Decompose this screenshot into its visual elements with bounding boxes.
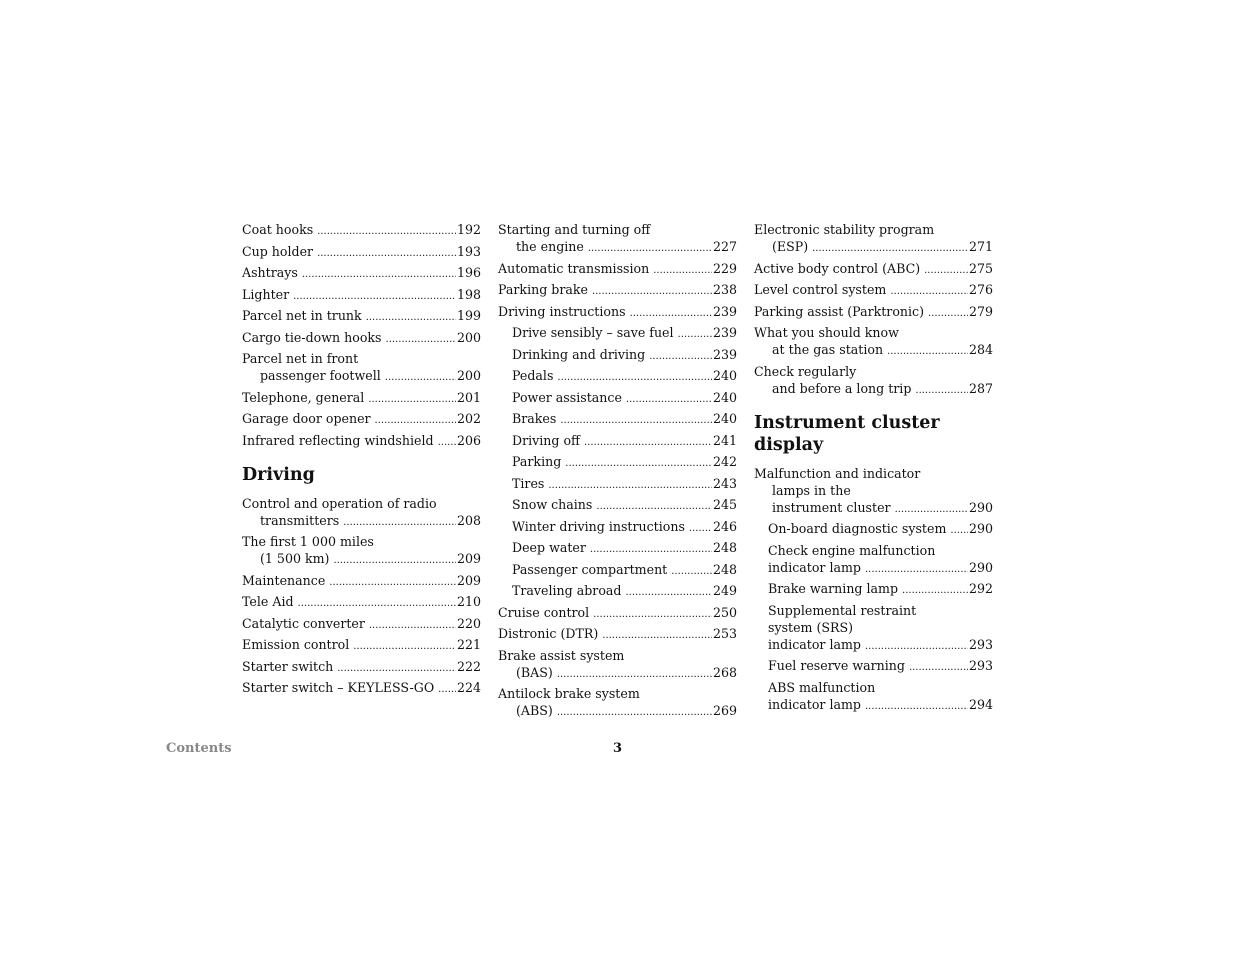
toc-entry-page-number: 240 xyxy=(712,368,737,383)
toc-entry-page-number: 239 xyxy=(712,303,737,319)
dot-leader xyxy=(812,240,968,257)
toc-entry-title: Catalytic converter xyxy=(242,615,365,631)
toc-entry[interactable] xyxy=(498,260,737,279)
dot-leader xyxy=(678,326,712,343)
toc-entry-page-number: 201 xyxy=(456,389,481,405)
dot-leader xyxy=(865,638,968,655)
toc-entry-title: Drive sensibly – save fuel xyxy=(512,325,674,340)
toc-entry-title: Parking brake xyxy=(498,282,588,297)
toc-entry[interactable] xyxy=(498,561,737,580)
dot-leader xyxy=(385,369,456,386)
toc-entry[interactable] xyxy=(242,264,481,283)
toc-entry-page-number: 292 xyxy=(968,581,993,596)
toc-entry-title: Tele Aid xyxy=(242,594,294,609)
dot-leader xyxy=(588,240,712,257)
dot-leader xyxy=(329,574,456,591)
dot-leader xyxy=(438,434,456,451)
toc-entry-page-number: 229 xyxy=(712,260,737,276)
toc-entry[interactable] xyxy=(498,539,737,558)
toc-entry-title: Maintenance xyxy=(242,572,326,588)
toc-entry-page-number: 246 xyxy=(712,518,737,534)
toc-entry-title: passenger footwell xyxy=(260,368,381,383)
dot-leader xyxy=(626,391,712,408)
toc-entry-title: Garage door opener xyxy=(242,411,371,426)
toc-entry[interactable] xyxy=(754,520,993,539)
toc-entry-title-line: system (SRS) xyxy=(768,619,854,635)
toc-entry-title-line: Antilock brake system xyxy=(498,686,640,701)
toc-entry-title: Traveling abroad xyxy=(512,583,622,598)
toc-entry-page-number: 245 xyxy=(712,497,737,512)
toc-entry[interactable] xyxy=(242,572,481,591)
toc-entry-title-line: Check engine malfunction xyxy=(768,542,936,558)
toc-entry-title: transmitters xyxy=(260,512,340,528)
dot-leader xyxy=(887,343,968,360)
toc-entry-page-number: 279 xyxy=(968,303,993,319)
toc-entry[interactable] xyxy=(498,582,737,601)
toc-entry[interactable] xyxy=(498,324,737,343)
toc-entry[interactable] xyxy=(754,260,993,279)
dot-leader xyxy=(890,283,968,300)
dot-leader xyxy=(689,520,712,537)
toc-entry[interactable] xyxy=(754,602,993,655)
toc-entry-title: Deep water xyxy=(512,540,586,555)
toc-entry-title-line: Brake assist system xyxy=(498,647,625,663)
toc-entry[interactable] xyxy=(242,533,481,569)
toc-entry-page-number: 287 xyxy=(968,380,993,396)
toc-entry-page-number: 253 xyxy=(712,626,737,641)
toc-entry-title: and before a long trip xyxy=(772,380,912,396)
toc-entry-page-number: 221 xyxy=(456,637,481,652)
toc-entry-page-number: 196 xyxy=(456,265,481,280)
dot-leader xyxy=(630,305,712,322)
section-heading: Driving xyxy=(242,464,315,485)
dot-leader xyxy=(671,563,712,580)
dot-leader xyxy=(592,283,712,300)
toc-entry[interactable] xyxy=(754,221,993,257)
toc-entry[interactable] xyxy=(242,432,481,451)
dot-leader xyxy=(366,309,456,326)
dot-leader xyxy=(865,561,968,578)
toc-entry[interactable] xyxy=(242,495,481,531)
dot-leader xyxy=(865,698,968,715)
toc-entry-page-number: 241 xyxy=(712,432,737,448)
dot-leader xyxy=(593,606,712,623)
toc-entry[interactable] xyxy=(754,281,993,300)
toc-entry-title: instrument cluster xyxy=(772,499,891,515)
toc-entry-page-number: 202 xyxy=(456,411,481,426)
dot-leader xyxy=(625,584,711,601)
toc-entry-page-number: 293 xyxy=(968,636,993,652)
dot-leader xyxy=(375,412,456,429)
toc-entry-page-number: 220 xyxy=(456,615,481,631)
toc-entry[interactable] xyxy=(498,685,737,721)
toc-entry-page-number: 200 xyxy=(456,368,481,383)
toc-entry-page-number: 200 xyxy=(456,329,481,345)
dot-leader xyxy=(653,262,712,279)
toc-entry[interactable] xyxy=(754,303,993,322)
dot-leader xyxy=(548,477,712,494)
toc-entry-title: Snow chains xyxy=(512,497,593,512)
toc-entry-title-line: Control and operation of radio xyxy=(242,495,437,511)
toc-entry-title-line: What you should know xyxy=(754,325,899,340)
toc-entry-title: (BAS) xyxy=(516,664,553,680)
toc-entry-title: Cargo tie-down hooks xyxy=(242,329,382,345)
dot-leader xyxy=(596,498,712,515)
toc-entry-title: Driving off xyxy=(512,432,580,448)
toc-entry-title: Starter switch – KEYLESS-GO xyxy=(242,680,435,695)
toc-entry-title: Cruise control xyxy=(498,604,590,620)
toc-entry-page-number: 268 xyxy=(712,664,737,680)
dot-leader xyxy=(302,266,456,283)
toc-entry-title: Parking assist (Parktronic) xyxy=(754,303,925,319)
toc-entry-title: Infrared reflecting windshield xyxy=(242,432,434,448)
toc-entry-title: Fuel reserve warning xyxy=(768,658,905,673)
toc-entry-title: Telephone, general xyxy=(242,389,365,405)
toc-entry-page-number: 209 xyxy=(456,551,481,566)
toc-entry[interactable] xyxy=(242,658,481,677)
dot-leader xyxy=(337,660,456,677)
toc-entry-page-number: 294 xyxy=(968,696,993,712)
footer-section-label: Contents xyxy=(166,741,232,756)
toc-entry[interactable] xyxy=(754,363,993,399)
toc-entry-page-number: 271 xyxy=(968,239,993,254)
toc-column-3 xyxy=(754,221,993,717)
toc-entry-title-line: ABS malfunction xyxy=(768,679,876,695)
toc-entry[interactable] xyxy=(498,346,737,365)
toc-entry-title: Parcel net in trunk xyxy=(242,308,362,323)
toc-entry-title: Parking xyxy=(512,454,562,469)
toc-entry-title-line: Supplemental restraint xyxy=(768,602,917,618)
dot-leader xyxy=(298,595,456,612)
toc-entry-page-number: 210 xyxy=(456,594,481,609)
toc-entry-title: Pedals xyxy=(512,368,554,383)
toc-entry-title: Winter driving instructions xyxy=(512,518,685,534)
toc-entry-page-number: 242 xyxy=(712,454,737,469)
toc-entry[interactable] xyxy=(498,221,737,257)
toc-entry-page-number: 239 xyxy=(712,325,737,340)
dot-leader xyxy=(317,245,456,262)
toc-entry-title: Driving instructions xyxy=(498,303,626,319)
toc-entry-page-number: 248 xyxy=(712,561,737,577)
toc-entry[interactable] xyxy=(498,496,737,515)
toc-entry[interactable] xyxy=(498,518,737,537)
toc-entry-title: Passenger compartment xyxy=(512,561,668,577)
toc-entry-page-number: 290 xyxy=(968,521,993,536)
dot-leader xyxy=(369,617,456,634)
dot-leader xyxy=(557,704,712,721)
toc-entry-page-number: 249 xyxy=(712,583,737,598)
toc-entry[interactable] xyxy=(242,389,481,408)
toc-entry-page-number: 227 xyxy=(712,239,737,254)
toc-entry-page-number: 243 xyxy=(712,475,737,491)
toc-entry-page-number: 238 xyxy=(712,282,737,297)
toc-entry-title: Level control system xyxy=(754,282,887,297)
toc-entry-page-number: 284 xyxy=(968,342,993,357)
toc-column-2 xyxy=(498,221,737,724)
dot-leader xyxy=(333,552,455,569)
toc-entry-title: Starter switch xyxy=(242,658,334,674)
toc-entry-page-number: 192 xyxy=(456,222,481,237)
toc-entry[interactable] xyxy=(498,604,737,623)
dot-leader xyxy=(895,501,968,518)
toc-entry-page-number: 239 xyxy=(712,346,737,362)
toc-entry-page-number: 248 xyxy=(712,540,737,555)
footer-page-number: 3 xyxy=(613,741,623,756)
toc-column-1 xyxy=(242,221,481,701)
toc-entry-title: (ESP) xyxy=(772,239,809,254)
toc-entry-title: Emission control xyxy=(242,637,350,652)
toc-entry-title: (ABS) xyxy=(516,703,553,718)
toc-entry[interactable] xyxy=(754,657,993,676)
toc-entry-title: indicator lamp xyxy=(768,559,861,575)
toc-entry-title-line: lamps in the xyxy=(772,482,851,498)
toc-entry[interactable] xyxy=(242,286,481,305)
toc-entry[interactable] xyxy=(498,410,737,429)
toc-entry[interactable] xyxy=(242,329,481,348)
toc-entry-page-number: 240 xyxy=(712,389,737,405)
toc-entry-page-number: 240 xyxy=(712,411,737,426)
toc-entry[interactable] xyxy=(754,580,993,599)
dot-leader xyxy=(557,666,712,683)
toc-entry-title: (1 500 km) xyxy=(260,551,330,566)
toc-entry-title: Cup holder xyxy=(242,243,314,259)
toc-entry-title-line: Check regularly xyxy=(754,363,857,379)
toc-entry-page-number: 293 xyxy=(968,658,993,673)
toc-entry-title-line: Electronic stability program xyxy=(754,222,935,237)
dot-leader xyxy=(902,582,968,599)
dot-leader xyxy=(649,348,712,365)
dot-leader xyxy=(557,369,712,386)
dot-leader xyxy=(602,627,712,644)
toc-entry-title: Brakes xyxy=(512,411,557,426)
toc-entry-page-number: 222 xyxy=(456,658,481,674)
toc-entry-title-line: Starting and turning off xyxy=(498,222,651,237)
toc-entry-page-number: 193 xyxy=(456,243,481,259)
toc-entry[interactable] xyxy=(242,410,481,429)
dot-leader xyxy=(368,391,456,408)
dot-leader xyxy=(343,514,456,531)
toc-entry-title: Ashtrays xyxy=(242,265,298,280)
toc-entry[interactable] xyxy=(498,281,737,300)
toc-entry-title: the engine xyxy=(516,239,584,254)
dot-leader xyxy=(438,681,456,698)
toc-entry[interactable] xyxy=(242,593,481,612)
toc-entry-title: Active body control (ABC) xyxy=(754,260,921,276)
toc-entry-title: Lighter xyxy=(242,286,290,302)
toc-entry[interactable] xyxy=(242,221,481,240)
toc-entry[interactable] xyxy=(242,636,481,655)
dot-leader xyxy=(909,659,968,676)
dot-leader xyxy=(293,288,456,305)
toc-entry[interactable] xyxy=(754,542,993,578)
toc-entry[interactable] xyxy=(242,615,481,634)
toc-entry-page-number: 208 xyxy=(456,512,481,528)
toc-entry-title: indicator lamp xyxy=(768,696,861,712)
dot-leader xyxy=(353,638,456,655)
toc-entry-page-number: 206 xyxy=(456,432,481,448)
toc-entry-title: Brake warning lamp xyxy=(768,581,899,596)
toc-entry[interactable] xyxy=(498,432,737,451)
toc-entry-page-number: 276 xyxy=(968,282,993,297)
dot-leader xyxy=(386,331,456,348)
dot-leader xyxy=(924,262,968,279)
dot-leader xyxy=(928,305,968,322)
toc-entry-page-number: 275 xyxy=(968,260,993,276)
toc-entry[interactable] xyxy=(498,647,737,683)
toc-entry-title: Distronic (DTR) xyxy=(498,626,599,641)
toc-entry-page-number: 199 xyxy=(456,308,481,323)
toc-entry[interactable] xyxy=(498,625,737,644)
toc-entry-page-number: 198 xyxy=(456,286,481,302)
toc-entry[interactable] xyxy=(242,243,481,262)
toc-entry[interactable] xyxy=(498,475,737,494)
toc-entry[interactable] xyxy=(754,465,993,518)
toc-entry-title: Power assistance xyxy=(512,389,622,405)
toc-entry-page-number: 290 xyxy=(968,559,993,575)
toc-entry-title: Coat hooks xyxy=(242,222,314,237)
dot-leader xyxy=(915,382,968,399)
dot-leader xyxy=(584,434,712,451)
toc-entry-title: Drinking and driving xyxy=(512,346,646,362)
toc-entry[interactable] xyxy=(242,307,481,326)
dot-leader xyxy=(317,223,456,240)
section-heading: Instrument cluster display xyxy=(754,412,940,455)
toc-entry-title-line: Parcel net in front xyxy=(242,351,359,366)
toc-entry-title: Automatic transmission xyxy=(498,260,650,276)
toc-entry-page-number: 269 xyxy=(712,703,737,718)
toc-entry[interactable] xyxy=(498,303,737,322)
toc-entry[interactable] xyxy=(498,367,737,386)
toc-entry[interactable] xyxy=(498,453,737,472)
toc-entry-page-number: 250 xyxy=(712,604,737,620)
toc-entry[interactable] xyxy=(754,324,993,360)
toc-entry-title: indicator lamp xyxy=(768,636,861,652)
toc-entry-page-number: 224 xyxy=(456,680,481,695)
toc-entry-title: at the gas station xyxy=(772,342,884,357)
toc-entry-title-line: Malfunction and indicator xyxy=(754,465,921,481)
toc-entry-title: On-board diagnostic system xyxy=(768,521,947,536)
dot-leader xyxy=(590,541,712,558)
toc-entry-page-number: 290 xyxy=(968,499,993,515)
toc-entry[interactable] xyxy=(498,389,737,408)
toc-entry[interactable] xyxy=(754,679,993,715)
toc-entry-title-line: The first 1 000 miles xyxy=(242,534,374,549)
dot-leader xyxy=(950,522,968,539)
dot-leader xyxy=(565,455,712,472)
dot-leader xyxy=(560,412,712,429)
toc-entry-page-number: 209 xyxy=(456,572,481,588)
toc-entry-title: Tires xyxy=(512,475,545,491)
toc-entry[interactable] xyxy=(242,350,481,386)
toc-entry[interactable] xyxy=(242,679,481,698)
